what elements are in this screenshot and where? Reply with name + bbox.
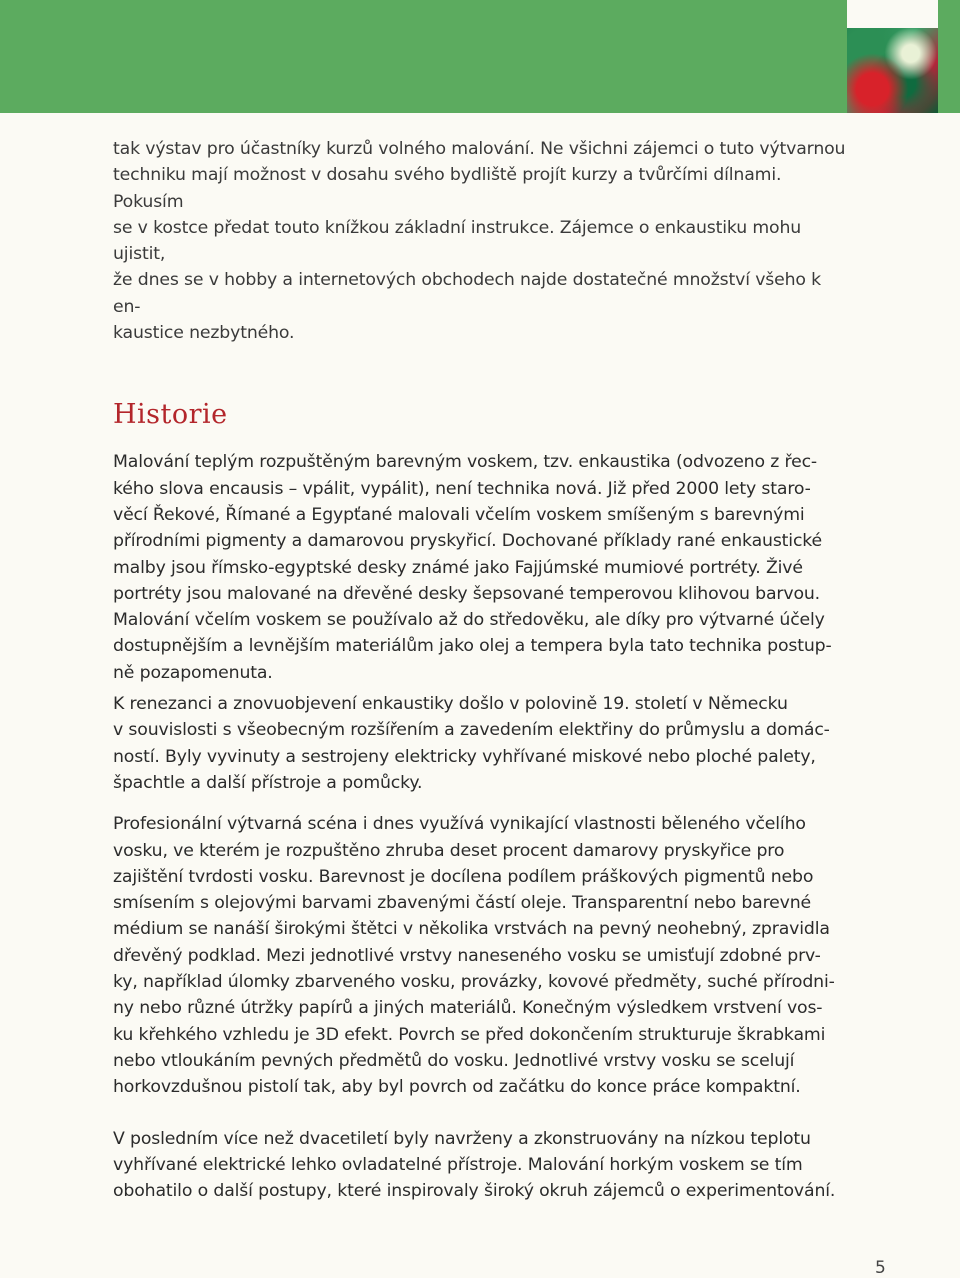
text-line: dřevěný podklad. Mezi jednotlivé vrstvy naneseného vosku se umisťují zdobné prv- — [113, 945, 821, 966]
text-line: věcí Řekové, Římané a Egypťané malovali včelím voskem smíšeným s barevnými — [113, 504, 805, 525]
text-line: vyhřívané elektrické lehko ovladatelné přístroje. Malování horkým voskem se tím — [113, 1154, 803, 1175]
text-line: že dnes se v hobby a internetových obchodech najde dostatečné množství všeho k en- — [113, 270, 822, 317]
text-line: ky, například úlomky zbarveného vosku, provázky, kovové předměty, suché přírodni- — [113, 972, 835, 993]
text-line: se v kostce předat touto knížkou základní instrukce. Zájemce o enkaustiku mohu ujistit, — [113, 217, 802, 265]
header-band — [0, 0, 960, 113]
header-corner-blank — [847, 0, 938, 28]
text-line: portréty jsou malované na dřevěné desky šepsované temperovou klihovou barvou. — [113, 583, 821, 604]
text-line: v souvislosti s všeobecným rozšířením a zavedením elektřiny do průmyslu a domác- — [113, 720, 830, 741]
text-line: techniku mají možnost v dosahu svého bydliště projít kurzy a tvůrčími dílnami. Pokusím — [113, 165, 782, 212]
page-number: 5 — [875, 1258, 886, 1278]
text-line: kaustice nezbytného. — [113, 323, 295, 344]
intro-paragraph — [113, 136, 848, 346]
text-line: Malování včelím voskem se používalo až do středověku, ale díky pro výtvarné účely — [113, 610, 825, 631]
text-line: médium se nanáší širokými štětci v několika vrstvách na pevný neohebný, zpravidla — [113, 919, 830, 940]
history-paragraph-2 — [113, 691, 848, 796]
text-line: ně pozapomenuta. — [113, 662, 273, 683]
text-line: ku křehkého vzhledu je 3D efekt. Povrch se před dokončením strukturuje škrabkami — [113, 1024, 826, 1045]
text-line: nebo vtloukáním pevných předmětů do vosku. Jednotlivé vrstvy vosku se scelují — [113, 1050, 795, 1071]
text-line: obohatilo o další postupy, které inspirovaly široký okruh zájemců o experimentování. — [113, 1181, 836, 1202]
text-line: Malování teplým rozpuštěným barevným voskem, tzv. enkaustika (odvozeno z řec- — [113, 452, 818, 473]
text-line: tak výstav pro účastníky kurzů volného malování. Ne všichni zájemci o tuto výtvarnou — [113, 139, 846, 159]
history-paragraph-1 — [113, 449, 848, 686]
text-line: malby jsou římsko-egyptské desky známé jako Fajjúmské mumiové portréty. Živé — [113, 557, 803, 578]
text-line: smísením s olejovými barvami zbavenými částí oleje. Transparentní nebo barevné — [113, 893, 812, 914]
text-line: horkovzdušnou pistolí tak, aby byl povrch od začátku do konce práce kompaktní. — [113, 1077, 801, 1098]
text-line: kého slova encausis – vpálit, vypálit), není technika nová. Již před 2000 lety staro- — [113, 478, 811, 499]
text-line: zajištění tvrdosti vosku. Barevnost je docílena podílem práškových pigmentů nebo — [113, 866, 814, 887]
page-content — [113, 136, 848, 1204]
corner-painting-image — [847, 28, 938, 113]
text-line: ností. Byly vyvinuty a sestrojeny elektricky vyhřívané miskové nebo ploché palety, — [113, 746, 816, 767]
history-paragraph-3 — [113, 811, 848, 1100]
section-heading: Historie — [113, 399, 228, 431]
text-line: ny nebo různé útržky papírů a jiných materiálů. Konečným výsledkem vrstvení vos- — [113, 998, 823, 1019]
history-paragraph-4 — [113, 1126, 848, 1205]
text-line: K renezanci a znovuobjevení enkaustiky došlo v polovině 19. století v Německu — [113, 694, 788, 715]
text-line: špachtle a další přístroje a pomůcky. — [113, 772, 423, 793]
text-line: přírodními pigmenty a damarovou pryskyřicí. Dochované příklady rané enkaustické — [113, 531, 823, 552]
text-line: dostupnějším a levnějším materiálům jako olej a tempera byla tato technika postup- — [113, 636, 832, 657]
text-line: vosku, ve kterém je rozpuštěno zhruba deset procent damarovy pryskyřice pro — [113, 840, 785, 861]
text-line: Profesionální výtvarná scéna i dnes využívá vynikající vlastnosti běleného včelího — [113, 814, 806, 835]
text-line: V posledním více než dvacetiletí byly navrženy a zkonstruovány na nízkou teplotu — [113, 1128, 811, 1149]
